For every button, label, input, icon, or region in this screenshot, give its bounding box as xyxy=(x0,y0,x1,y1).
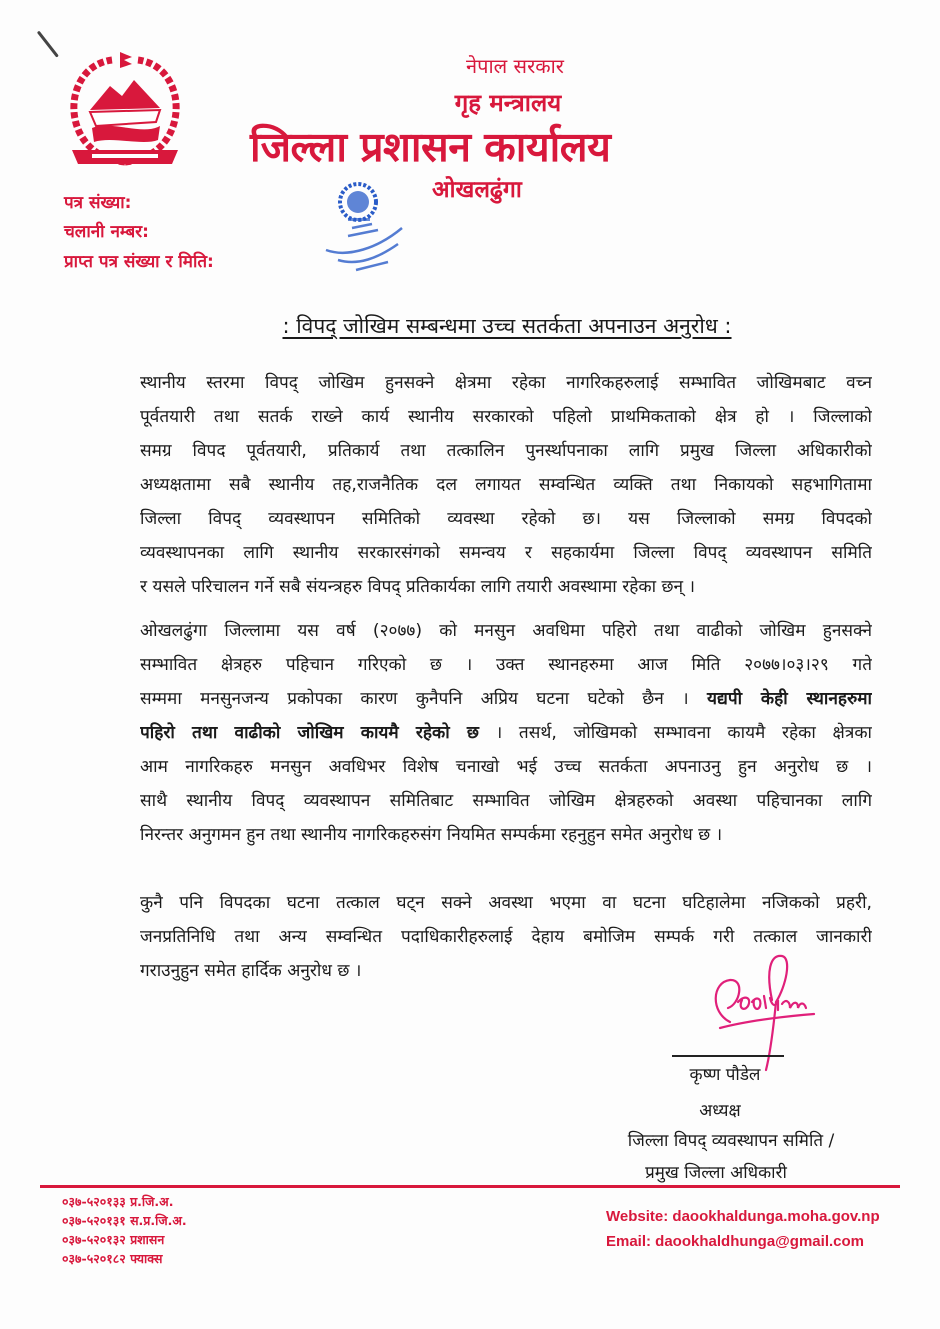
footer-divider xyxy=(40,1185,900,1188)
paragraph-line: स्थानीय स्तरमा विपद् जोखिम हुनसक्ने क्षेत्रमा रहेका नागरिकहरुलाई सम्भावित जोखिमबाट वच्न xyxy=(140,373,872,393)
committee-name: जिल्ला विपद् व्यवस्थापन समिति / xyxy=(627,1131,835,1151)
paragraph-line: कुनै पनि विपदका घटना तत्काल घट्न सक्ने अवस्था भएमा वा घटना घटिहालेमा नजिकको प्रहरी, xyxy=(140,893,872,913)
signatory-title: प्रमुख जिल्ला अधिकारी xyxy=(645,1163,787,1183)
email-link[interactable]: Email: daookhaldhunga@gmail.com xyxy=(606,1233,864,1250)
government-name: नेपाल सरकार xyxy=(466,54,564,78)
phone-label: फ्याक्स xyxy=(130,1251,163,1266)
phone-contact xyxy=(62,1193,173,1210)
dispatch-number-label: चलानी नम्बर: xyxy=(64,222,149,242)
ministry-name: गृह मन्त्रालय xyxy=(454,89,562,117)
paragraph-line: निरन्तर अनुगमन हुन तथा स्थानीय नागरिकहरुसंग नियमित सम्पर्कमा रहनुहुन समेत अनुरोध छ । xyxy=(140,825,723,845)
district-name: ओखलढुंगा xyxy=(432,177,522,203)
paragraph-line: र यसले परिचालन गर्ने सबै संयन्त्रहरु विपद् प्रतिकार्यका लागि तयारी अवस्थामा रहेका छन् । xyxy=(140,577,696,597)
paragraph-text: सम्ममा मनसुनजन्य प्रकोपका कारण कुनैपनि अप्रिय घटना घटेको छैन । xyxy=(140,689,689,709)
paragraph-line: जनप्रतिनिधि तथा अन्य सम्वन्धित पदाधिकारीहरुलाई देहाय बमोजिम सम्पर्क गरी तत्काल जानकारी xyxy=(140,927,872,947)
paragraph-line: ओखलढुंगा जिल्लामा यस वर्ष (२०७७) को मनसुन अवधिमा पहिरो तथा वाढीको जोखिम हुनसक्ने xyxy=(140,621,872,641)
letter-number-label: पत्र संख्या: xyxy=(64,193,132,213)
paragraph-line: गराउनुहुन समेत हार्दिक अनुरोध छ । xyxy=(140,961,362,981)
received-letter-label: प्राप्त पत्र संख्या र मिति: xyxy=(64,252,214,272)
signatory-name: कृष्ण पौडेल xyxy=(689,1065,761,1085)
paragraph-text: । तसर्थ, जोखिमको सम्भावना कायमै रहेका क्षेत्रका xyxy=(478,723,872,743)
paragraph-line xyxy=(140,682,872,716)
paragraph-line: आम नागरिकहरु मनसुन अवधिभर विशेष चनाखो भई उच्च सतर्कता अपनाउनु हुन अनुरोध छ । xyxy=(140,757,872,777)
paragraph-line: अध्यक्षतामा सबै स्थानीय तह,राजनैतिक दल लगायत सम्वन्धित व्यक्ति तथा निकायको सहभागितामा xyxy=(140,475,872,495)
phone-number: ०३७-५२०१८२ xyxy=(62,1251,126,1266)
phone-label: स.प्र.जि.अ. xyxy=(130,1213,187,1228)
phone-label: प्र.जि.अ. xyxy=(130,1194,174,1209)
website-link[interactable]: Website: daookhaldunga.moha.gov.np xyxy=(606,1208,880,1225)
paragraph-line: जिल्ला विपद् व्यवस्थापन समितिको व्यवस्था रहेको छ। यस जिल्लाको समग्र विपदको xyxy=(140,509,872,529)
bold-text: पहिरो तथा वाढीको जोखिम कायमै रहेको छ xyxy=(140,723,479,743)
phone-number: ०३७-५२०१३२ xyxy=(62,1232,126,1247)
paragraph-line xyxy=(140,716,872,750)
header-government xyxy=(0,52,940,79)
phone-contact xyxy=(62,1250,162,1267)
bold-text: यद्यपी केही स्थानहरुमा xyxy=(707,689,872,709)
handwritten-signature xyxy=(690,952,840,1072)
phone-number: ०३७-५२०१३१ xyxy=(62,1213,126,1228)
paragraph-line: समग्र विपद पूर्वतयारी, प्रतिकार्य तथा तत्कालिन पुनर्स्थापनाका लागि प्रमुख जिल्ला अधिकारीको xyxy=(140,441,872,461)
paragraph-line: व्यवस्थापनका लागि स्थानीय सरकारसंगको समन्वय र सहकार्यमा जिल्ला विपद् व्यवस्थापन समिति xyxy=(140,543,872,563)
signatory-role: अध्यक्ष xyxy=(699,1101,741,1121)
phone-label: प्रशासन xyxy=(130,1232,165,1247)
phone-contact xyxy=(62,1231,164,1248)
paragraph-1 xyxy=(140,366,872,604)
paragraph-line: सम्भावित क्षेत्रहरु पहिचान गरिएको छ । उक्त स्थानहरुमा आज मिति २०७७।०३।२९ गते xyxy=(140,655,872,675)
office-title: जिल्ला प्रशासन कार्यालय xyxy=(250,123,611,171)
paragraph-line: साथै स्थानीय विपद् व्यवस्थापन समितिबाट सम्भावित जोखिम क्षेत्रहरुको अवस्था पहिचानका लागि xyxy=(140,791,872,811)
header-ministry xyxy=(0,86,940,119)
subject-heading xyxy=(0,312,940,340)
subject-text: : विपद् जोखिम सम्बन्धमा उच्च सतर्कता अपनाउन अनुरोध : xyxy=(282,314,732,338)
phone-number: ०३७-५२०१३३ xyxy=(62,1194,126,1209)
office-seal-stamp xyxy=(318,178,418,274)
paragraph-line: पूर्वतयारी तथा सतर्क राख्ने कार्य स्थानीय सरकारको पहिलो प्राथमिकताको क्षेत्र हो । जिल्लाको xyxy=(140,407,872,427)
paragraph-2 xyxy=(140,614,872,852)
phone-contact xyxy=(62,1212,187,1229)
signature-line xyxy=(672,1055,784,1057)
